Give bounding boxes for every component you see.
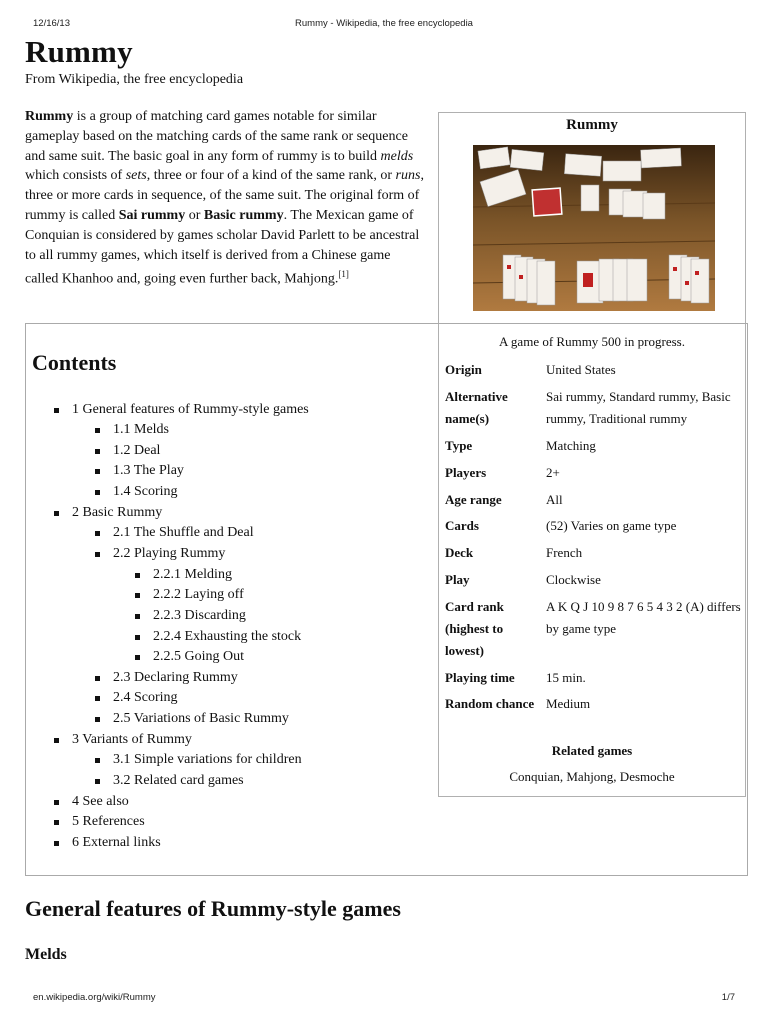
intro-term-rummy: Rummy (25, 109, 74, 124)
print-title: Rummy - Wikipedia, the free encyclopedia (295, 18, 473, 29)
toc-item[interactable]: 2.2 Playing Rummy (113, 544, 225, 564)
link-melds[interactable]: melds (380, 148, 414, 164)
toc-item[interactable]: 1.3 The Play (113, 461, 184, 481)
related-games-list[interactable]: Conquian, Mahjong, Desmoche (509, 769, 675, 784)
toc-item[interactable]: 2.2.5 Going Out (153, 647, 244, 667)
toc-item[interactable]: 1.1 Melds (113, 420, 169, 440)
bullet-icon (95, 490, 100, 495)
bullet-icon (95, 428, 100, 433)
toc-item[interactable]: 2.2.1 Melding (153, 565, 232, 585)
toc-item[interactable]: 2.2.2 Laying off (153, 585, 244, 605)
term-basic-rummy: Basic rummy (203, 207, 284, 223)
infobox: Rummy A game of Rummy 500 in progress. Origin United States Alternative name(s) Sai rummy, Standard rummy, Basic rummy, Traditional rummy Type Matching Players 2+ Age range All Cards (52) Varies on game type Deck French Play Clockwise Card rank (highest to lowest) A K Q J 10 9 8 7 6 5 4 3 2 (A) differs by game type Playing time 15 min. Random chance Medium Related games Conquian, Mahjong, Desmoche (438, 112, 746, 797)
toc-item[interactable]: 2.2.3 Discarding (153, 606, 246, 626)
toc-item[interactable]: 1.4 Scoring (113, 482, 178, 502)
bullet-icon (95, 469, 100, 474)
bullet-icon (54, 820, 59, 825)
toc-item[interactable]: 4 See also (72, 792, 129, 812)
toc-item[interactable]: 1 General features of Rummy-style games (72, 400, 309, 420)
bullet-icon (95, 531, 100, 536)
bullet-icon (54, 738, 59, 743)
bullet-icon (135, 614, 140, 619)
toc-item[interactable]: 2.1 The Shuffle and Deal (113, 523, 254, 543)
term-sai-rummy: Sai rummy (118, 207, 186, 223)
reference-link[interactable]: [1] (338, 269, 349, 280)
bullet-icon (95, 449, 100, 454)
bullet-icon (95, 676, 100, 681)
toc-heading: Contents (32, 350, 117, 375)
related-games-heading: Related games (551, 743, 633, 758)
toc-item[interactable]: 6 External links (72, 833, 161, 853)
bullet-icon (95, 758, 100, 763)
bullet-icon (95, 779, 100, 784)
term-runs: runs (395, 168, 421, 184)
bullet-icon (95, 552, 100, 557)
print-url: en.wikipedia.org/wiki/Rummy (33, 992, 156, 1003)
subsection-heading: Melds (25, 946, 67, 963)
print-header (0, 18, 768, 32)
page-tagline: From Wikipedia, the free encyclopedia (25, 72, 244, 87)
intro-paragraph: Rummy is a group of matching card games notable for similar gameplay based on the matching cards of the same rank or sequence and same suit. The basic goal in any form of rummy is to build melds which consists of sets, three or four of a kind of the same rank, or runs, three or more cards in sequence, of the same suit. The original form of rummy is called Sai rummy or Basic rummy. The Mexican game of Conquian is considered by games scholar David Parlett to be ancestral to all rummy games, which itself is derived from a Chinese game called Khanhoo and, going even further back, Mahjong.[1] (25, 109, 424, 288)
bullet-icon (135, 635, 140, 640)
table-of-contents (25, 323, 748, 876)
toc-item[interactable]: 2 Basic Rummy (72, 503, 162, 523)
bullet-icon (54, 800, 59, 805)
section-heading: General features of Rummy-style games (25, 896, 401, 921)
infobox-caption: A game of Rummy 500 in progress. (499, 334, 685, 349)
bullet-icon (135, 573, 140, 578)
bullet-icon (95, 696, 100, 701)
page-title: Rummy (25, 34, 133, 69)
page-number: 1/7 (721, 992, 735, 1003)
term-sets: sets (125, 168, 147, 184)
print-footer (0, 992, 768, 1006)
toc-item[interactable]: 5 References (72, 812, 145, 832)
rummy-game-photo[interactable] (473, 145, 715, 311)
toc-item[interactable]: 2.2.4 Exhausting the stock (153, 627, 301, 647)
toc-item[interactable]: 3.2 Related card games (113, 771, 244, 791)
bullet-icon (95, 717, 100, 722)
toc-item[interactable]: 3.1 Simple variations for children (113, 750, 302, 770)
toc-item[interactable]: 2.5 Variations of Basic Rummy (113, 709, 289, 729)
toc-item[interactable]: 1.2 Deal (113, 441, 160, 461)
bullet-icon (54, 408, 59, 413)
bullet-icon (135, 655, 140, 660)
toc-item[interactable]: 2.4 Scoring (113, 688, 178, 708)
bullet-icon (135, 593, 140, 598)
bullet-icon (54, 511, 59, 516)
toc-item[interactable]: 2.3 Declaring Rummy (113, 668, 238, 688)
print-date: 12/16/13 (33, 18, 70, 29)
bullet-icon (54, 841, 59, 846)
toc-item[interactable]: 3 Variants of Rummy (72, 730, 192, 750)
infobox-title: Rummy (566, 117, 618, 133)
